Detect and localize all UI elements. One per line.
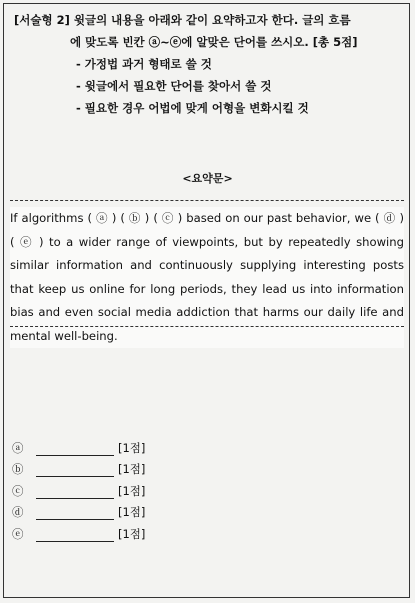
- summary-title: <요약문>: [182, 172, 233, 185]
- answer-list: [12, 434, 312, 542]
- answer-blank-a[interactable]: [36, 443, 114, 456]
- question-header-line-1: [서술형 2] 윗글의 내용을 아래와 같이 요약하고자 한다. 글의 흐름: [14, 13, 351, 27]
- answer-label: ⓒ: [12, 483, 24, 498]
- answer-row-c: [12, 477, 312, 499]
- answer-blank-e[interactable]: [36, 529, 114, 542]
- answer-label: ⓑ: [12, 462, 24, 476]
- answer-blank-d[interactable]: [36, 507, 114, 520]
- answer-points: [1점]: [118, 526, 146, 541]
- answer-row-b: [12, 456, 312, 478]
- condition-2: - 윗글에서 필요한 단어를 찾아서 쓸 것: [76, 79, 272, 93]
- answer-blank-c[interactable]: [36, 486, 114, 499]
- summary-bottom-divider: [10, 326, 404, 327]
- question-prompt: [14, 9, 404, 119]
- answer-points: [1점]: [118, 483, 146, 498]
- answer-points: [1점]: [118, 505, 146, 519]
- answer-row-e: [12, 520, 312, 542]
- answer-row-d: [12, 499, 312, 521]
- question-header-line-2: 에 맞도록 빈칸 ⓐ~ⓔ에 알맞은 단어를 쓰시오. [총 5점]: [70, 35, 358, 49]
- answer-label: ⓐ: [12, 440, 24, 455]
- answer-label: ⓔ: [12, 526, 24, 541]
- answer-row-a: [12, 434, 312, 456]
- summary-top-divider: [10, 200, 404, 201]
- answer-label: ⓓ: [12, 505, 24, 519]
- answer-points: [1점]: [118, 462, 146, 476]
- condition-3: - 필요한 경우 어법에 맞게 어형을 변화시킬 것: [76, 101, 309, 115]
- summary-text: If algorithms ( ⓐ ) ( ⓑ ) ( ⓒ ) based on our past behavior, we ( ⓓ ) ( ⓔ ) to a wider range of viewpoints, but by repeatedly showing similar information and continuously supplying interesting posts that keep us online for long periods, they lead us into information bias and even social media addiction that harms our daily life and mental well-being.: [10, 207, 404, 348]
- answer-points: [1점]: [118, 440, 146, 455]
- answer-blank-b[interactable]: [36, 464, 114, 477]
- condition-1: - 가정법 과거 형태로 쓸 것: [76, 57, 212, 71]
